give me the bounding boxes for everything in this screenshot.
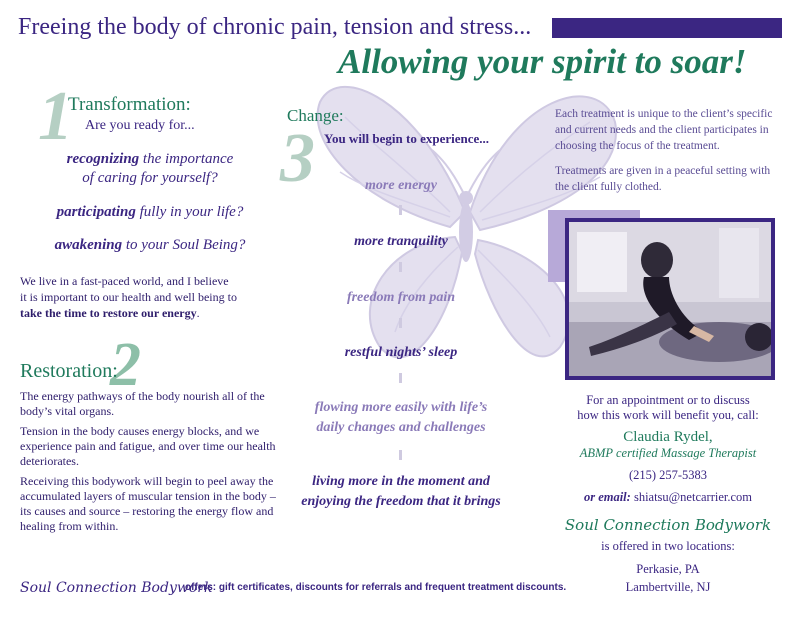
change-item [276,176,526,196]
change-item-text: living more in the moment and [312,474,490,489]
header-bar [552,18,782,38]
treatment-paragraph: Treatments are given in a peaceful setting with the client fully clothed. [555,165,771,193]
contact-line: For an appointment or to discuss [586,393,750,407]
divider [399,450,402,460]
change-item [276,232,526,252]
divider [399,262,402,272]
change-title: Change: [287,106,344,125]
change-item-text: freedom from pain [346,290,456,305]
transformation-paragraph [20,273,270,321]
change-item [276,343,526,363]
section-number-1: 1 [38,78,73,155]
email-label: or email: [583,490,631,504]
location: Perkasie, PA [636,562,700,576]
divider [399,205,402,215]
footer-business-name: Soul Connection Bodywork [20,580,213,596]
item-text: fully in your life? [135,204,244,220]
email-line [553,490,783,505]
locations-intro: is offered in two locations: [601,539,735,553]
therapist-credential: ABMP certified Massage Therapist [579,446,757,460]
restoration-paragraph: Tension in the body causes energy blocks, and we experience pain and fatigue, and over time our health deteriorates. [20,424,276,468]
headline: Freeing the body of chronic pain, tension and stress... [18,14,532,40]
item-text: the importance [139,151,234,167]
change-item-text-line2: daily changes and challenges [316,420,486,435]
divider [399,373,402,383]
therapist-name: Claudia Rydel, [623,429,713,445]
transformation-item [10,150,290,188]
item-text-line2: of caring for yourself? [82,170,218,186]
massage-photo [569,222,771,376]
restoration-paragraph: The energy pathways of the body nourish all of the body’s vital organs. [20,389,265,418]
paragraph-emphasis: take the time to restore our energy [20,306,197,320]
business-name: Soul Connection Bodywork [564,516,772,534]
change-item-text: flowing more easily with life’s [314,400,488,415]
change-item-text: more energy [365,178,437,193]
change-item [276,472,526,512]
change-item-text: restful nights’ sleep [344,345,458,360]
item-keyword: awakening [54,237,123,253]
transformation-subtitle: Are you ready for... [85,118,195,133]
treatment-paragraph: Each treatment is unique to the client’s specific and current needs and the client participates in choosing the focus of the treatment. [555,108,773,152]
change-item-text: more tranquility [354,234,448,249]
divider [399,318,402,328]
paragraph-end: . [196,306,200,320]
restoration-title: Restoration: [20,360,118,382]
location: Lambertville, NJ [625,580,711,594]
change-item [276,288,526,308]
transformation-title: Transformation: [68,94,191,115]
paragraph-line: it is important to our health and well being to [20,290,237,304]
transformation-item [10,203,290,222]
contact-line: how this work will benefit you, call: [577,408,759,422]
phone-number[interactable]: (215) 257-5383 [628,468,708,482]
change-item [276,398,526,438]
item-keyword: recognizing [66,151,140,167]
tagline: Allowing your spirit to soar! [338,42,747,81]
footer-offers: offers: gift certificates, discounts for referrals and frequent treatment discounts. [185,582,567,593]
restoration-paragraph: Receiving this bodywork will begin to peel away the accumulated layers of muscular tension in the body – its causes and source – restoring the energy flow and healing from within. [20,474,276,533]
contact-intro [553,393,783,423]
section-number-2: 2 [110,331,141,399]
item-keyword: participating [56,204,136,220]
section-number-3: 3 [280,120,315,197]
item-text: to your Soul Being? [122,237,246,253]
paragraph-line: We live in a fast-paced world, and I believe [20,274,229,288]
email-address[interactable]: shiatsu@netcarrier.com [633,490,753,504]
change-item-text-line2: enjoying the freedom that it brings [301,494,501,509]
transformation-item [10,236,290,255]
change-subtitle: You will begin to experience... [324,131,490,146]
